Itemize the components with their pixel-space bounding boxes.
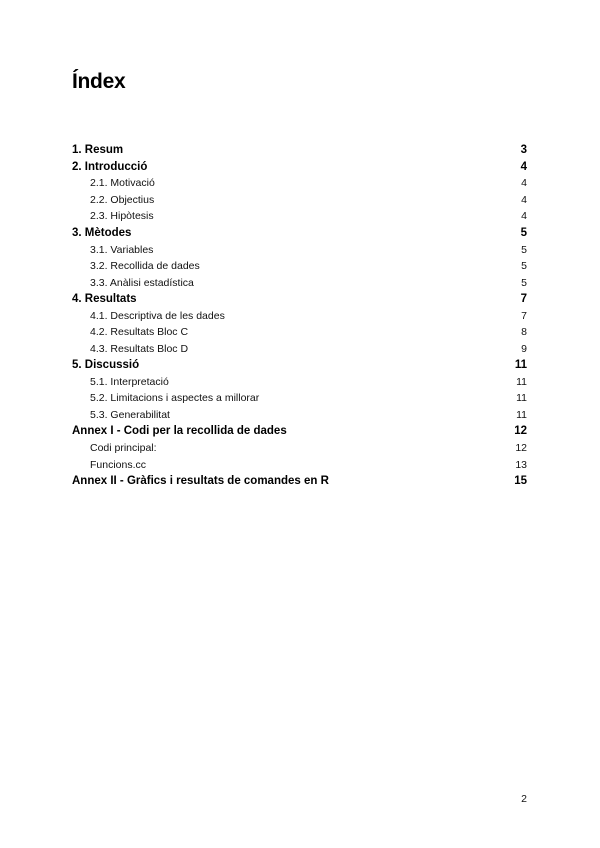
- toc-entry-page: 4: [521, 193, 527, 206]
- toc-entry-label: Annex I - Codi per la recollida de dades: [72, 425, 287, 438]
- toc-entry-page: 5: [521, 276, 527, 289]
- toc-entry[interactable]: [72, 142, 527, 159]
- toc-entry-label: 2.1. Motivació: [90, 177, 155, 190]
- toc-entry-page: 11: [516, 375, 527, 388]
- toc-entry-label: 4.3. Resultats Bloc D: [90, 342, 189, 355]
- page-number: 2: [521, 793, 527, 805]
- toc-entry-page: 13: [515, 458, 527, 471]
- toc-subentry[interactable]: [72, 374, 527, 391]
- toc-subentry[interactable]: [72, 324, 527, 341]
- toc-entry-page: 7: [521, 309, 527, 322]
- toc-entry-page: 11: [516, 408, 527, 421]
- toc-entry-label: 5.1. Interpretació: [90, 375, 169, 388]
- toc-entry-label: Annex II - Gràfics i resultats de comandes en R: [72, 475, 329, 488]
- toc-entry-page: 7: [520, 293, 527, 306]
- toc-subentry[interactable]: [72, 457, 527, 474]
- toc-entry-label: 5.2. Limitacions i aspectes a millorar: [90, 392, 260, 405]
- toc-entry-page: 12: [515, 442, 527, 455]
- toc-entry-label: 3.1. Variables: [90, 243, 154, 256]
- toc-entry[interactable]: [72, 473, 527, 490]
- toc-entry-page: 4: [521, 177, 527, 190]
- toc-entry-label: 3.2. Recollida de dades: [90, 260, 200, 273]
- toc-entry-page: 8: [521, 326, 527, 339]
- toc-subentry[interactable]: [72, 175, 527, 192]
- toc-entry-label: 2.2. Objectius: [90, 193, 155, 206]
- toc-entry-label: 5.3. Generabilitat: [90, 408, 170, 421]
- toc-entry-page: 12: [514, 425, 527, 438]
- toc-entry-page: 5: [521, 260, 527, 273]
- toc-entry-label: 2.3. Hipòtesis: [90, 210, 154, 223]
- toc-entry-label: Codi principal:: [90, 442, 157, 455]
- toc-entry-label: 3.3. Anàlisi estadística: [90, 276, 194, 289]
- toc-subentry[interactable]: [72, 308, 527, 325]
- toc-subentry[interactable]: [72, 390, 527, 407]
- toc-subentry[interactable]: [72, 192, 527, 209]
- toc-entry-label: 3. Mètodes: [72, 226, 132, 239]
- toc-entry-page: 5: [521, 243, 527, 256]
- toc-subentry[interactable]: [72, 440, 527, 457]
- toc-entry-page: 9: [521, 342, 527, 355]
- toc-entry-page: 3: [520, 144, 527, 156]
- toc-entry[interactable]: [72, 159, 527, 176]
- toc-entry-page: 15: [514, 475, 527, 488]
- toc-subentry[interactable]: [72, 407, 527, 424]
- toc-entry-label: 2. Introducció: [72, 160, 148, 173]
- toc-subentry[interactable]: [72, 275, 527, 292]
- toc-entry-label: 4.2. Resultats Bloc C: [90, 326, 189, 339]
- toc-subentry[interactable]: [72, 341, 527, 358]
- toc-subentry[interactable]: [72, 208, 527, 225]
- toc-entry[interactable]: [72, 291, 527, 308]
- toc-entry-label: 4.1. Descriptiva de les dades: [90, 309, 225, 322]
- toc-entry-label: 4. Resultats: [72, 293, 137, 306]
- page-title: Índex: [72, 70, 126, 93]
- toc-entry-page: 5: [520, 226, 527, 239]
- toc-entry-page: 11: [514, 359, 527, 372]
- toc-entry-page: 11: [516, 392, 527, 405]
- toc-entry[interactable]: [72, 423, 527, 440]
- toc-entry-page: 4: [521, 210, 527, 223]
- toc-entry-page: 4: [520, 160, 527, 173]
- toc-entry-label: 1. Resum: [72, 144, 124, 156]
- toc-entry[interactable]: [72, 357, 527, 374]
- toc-subentry[interactable]: [72, 258, 527, 275]
- toc-entry-label: Funcions.cc: [90, 458, 147, 471]
- toc-entry[interactable]: [72, 225, 527, 242]
- toc-entry-label: 5. Discussió: [72, 359, 140, 372]
- toc-subentry[interactable]: [72, 242, 527, 259]
- table-of-contents: [72, 142, 527, 490]
